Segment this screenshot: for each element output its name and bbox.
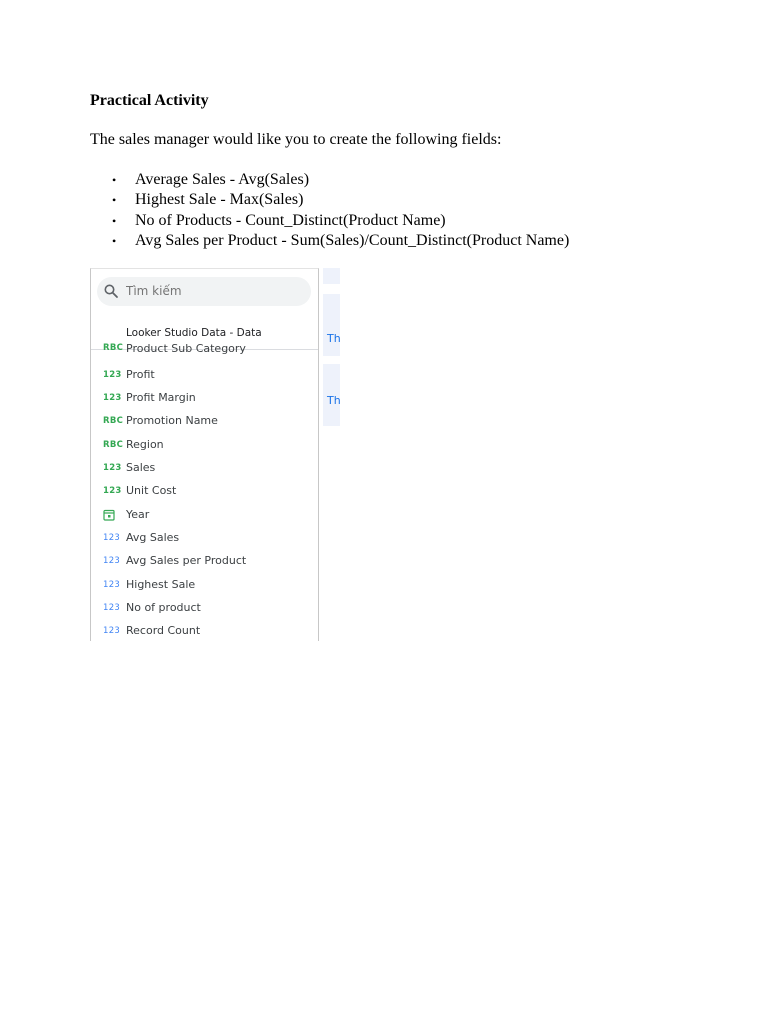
bullet-icon: • [112, 233, 117, 248]
field-row-record-count[interactable] [91, 622, 318, 642]
field-label: Year [126, 508, 150, 521]
number-type-icon: 123 [103, 393, 122, 403]
required-fields-list [90, 170, 569, 251]
number-type-icon: 123 [103, 370, 122, 380]
list-item-text: Avg Sales per Product - Sum(Sales)/Count_Distinct(Product Name) [135, 231, 570, 249]
calculated-number-icon: 123 [103, 626, 121, 636]
field-label: No of product [126, 601, 201, 614]
fields-panel [90, 268, 319, 641]
field-row-sales[interactable] [91, 459, 318, 479]
list-item [90, 231, 569, 251]
field-label: Highest Sale [126, 578, 196, 591]
field-label: Sales [126, 461, 156, 474]
bullet-icon: • [112, 173, 117, 187]
field-row-avg-sales-per-product[interactable] [91, 552, 318, 572]
field-row-year[interactable] [91, 506, 318, 526]
field-row-unit-cost[interactable] [91, 482, 318, 502]
field-row-region[interactable] [91, 436, 318, 456]
field-label: Unit Cost [126, 484, 177, 497]
field-label: Avg Sales per Product [126, 554, 247, 567]
field-label: Promotion Name [126, 414, 218, 427]
text-type-icon: RBC [103, 343, 124, 353]
side-card[interactable] [323, 294, 340, 356]
calculated-number-icon: 123 [103, 603, 121, 613]
calculated-number-icon: 123 [103, 533, 121, 543]
list-item [90, 190, 569, 210]
data-source-name: Looker Studio Data - Data [126, 327, 262, 339]
field-row-partial[interactable] [91, 342, 318, 359]
document-intro: The sales manager would like you to create the following fields: [90, 131, 502, 148]
list-item-text: No of Products - Count_Distinct(Product Name) [135, 211, 446, 229]
bullet-icon: • [112, 193, 117, 208]
side-card-text: Th [327, 332, 341, 345]
embedded-screenshot [90, 268, 340, 640]
side-card-text: Th [327, 394, 341, 407]
field-label: Profit Margin [126, 391, 196, 404]
text-type-icon: RBC [103, 440, 124, 450]
bullet-icon: • [112, 213, 117, 228]
calculated-number-icon: 123 [103, 580, 121, 590]
field-row-profit[interactable] [91, 366, 318, 386]
field-label: Record Count [126, 624, 201, 637]
search-box[interactable] [97, 277, 311, 306]
field-row-no-of-product[interactable] [91, 599, 318, 619]
list-item-text: Average Sales - Avg(Sales) [135, 171, 310, 188]
list-item [90, 170, 569, 190]
field-label: Product Sub Category [126, 342, 246, 355]
field-label: Region [126, 438, 164, 451]
side-card-partial[interactable] [323, 268, 340, 284]
calendar-icon [103, 509, 115, 521]
number-type-icon: 123 [103, 463, 122, 473]
document-title: Practical Activity [90, 92, 209, 109]
field-label: Profit [126, 368, 155, 381]
text-type-icon: RBC [103, 416, 124, 426]
field-row-avg-sales[interactable] [91, 529, 318, 549]
search-icon [104, 284, 118, 298]
calculated-number-icon: 123 [103, 556, 121, 566]
field-row-highest-sale[interactable] [91, 576, 318, 596]
field-row-profit-margin[interactable] [91, 389, 318, 409]
search-input[interactable] [126, 277, 296, 306]
field-label: Avg Sales [126, 531, 180, 544]
field-row-promotion-name[interactable] [91, 412, 318, 432]
list-item [90, 211, 569, 231]
side-card[interactable] [323, 364, 340, 426]
number-type-icon: 123 [103, 486, 122, 496]
list-item-text: Highest Sale - Max(Sales) [135, 191, 304, 209]
